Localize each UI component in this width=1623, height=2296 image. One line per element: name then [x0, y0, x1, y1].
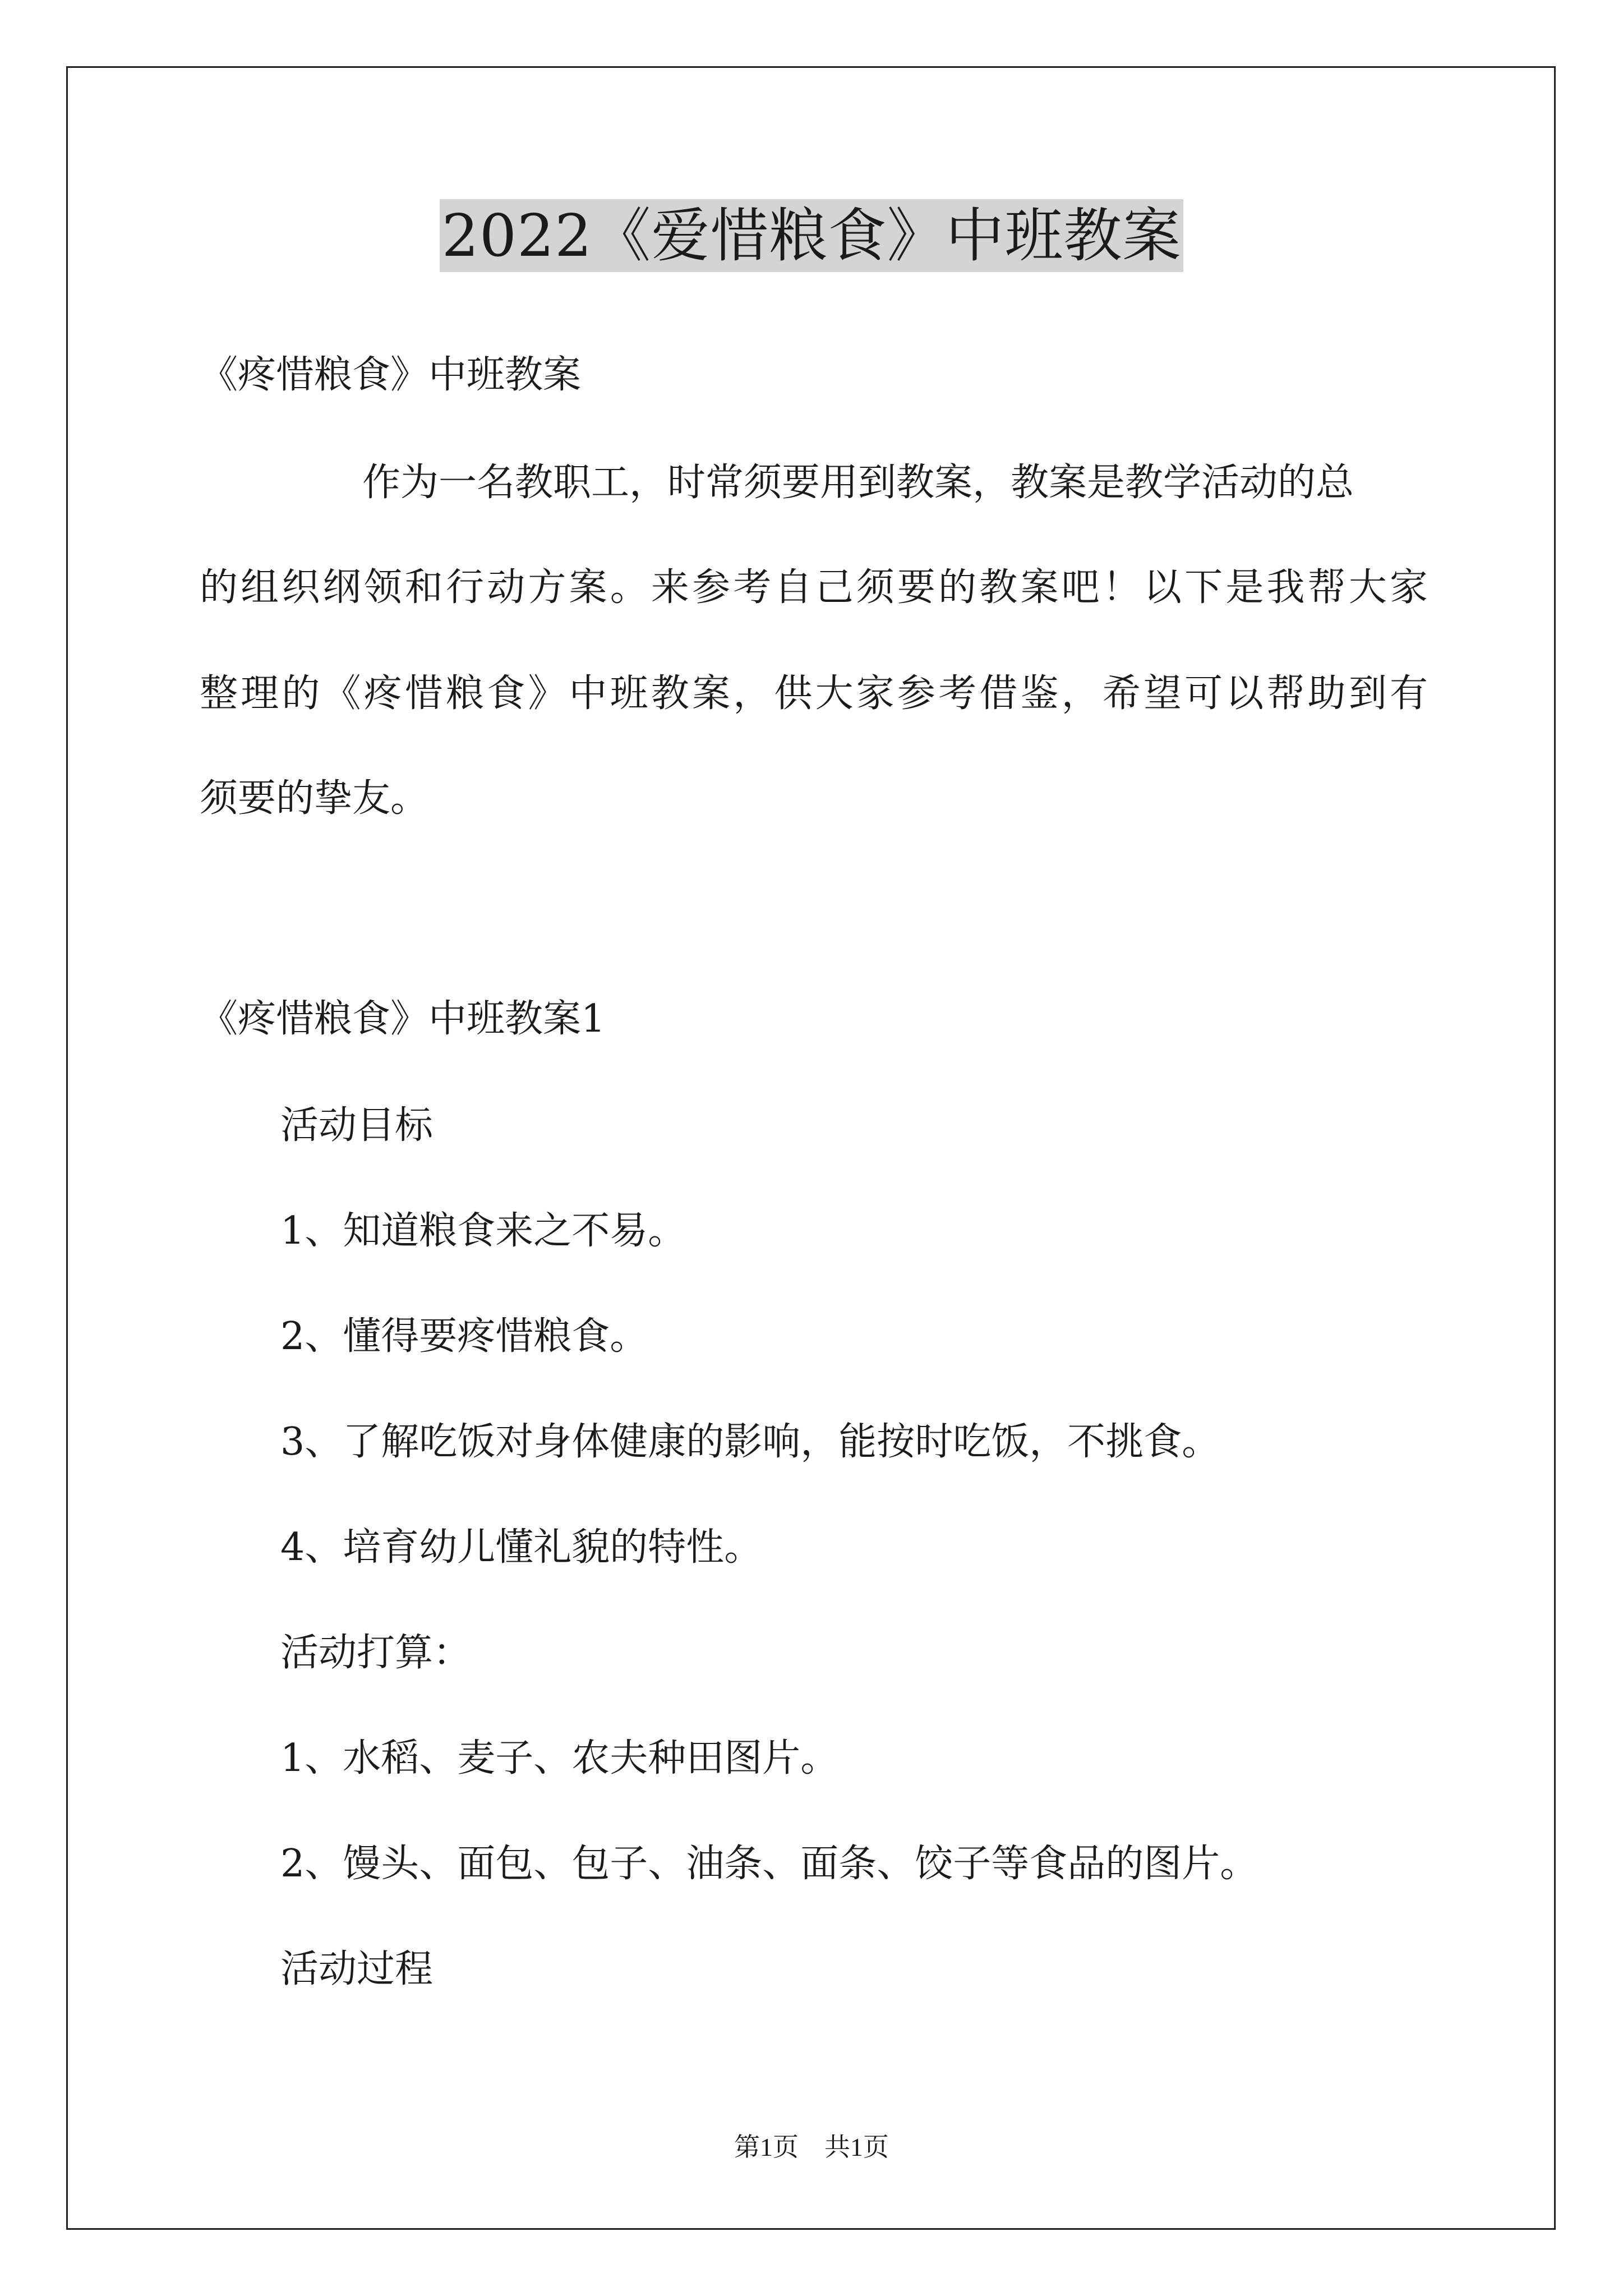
page-number-total: 共1页 — [824, 2133, 889, 2161]
intro-line-3: 整理的《疼惜粮食》中班教案，供大家参考借鉴，希望可以帮助到有 — [200, 671, 1428, 716]
goal-item-4: 4、培育幼儿懂礼貌的特性。 — [280, 1525, 763, 1570]
prep-heading: 活动打算： — [280, 1631, 472, 1675]
prep-item-1: 1、水稻、麦子、农夫种田图片。 — [280, 1736, 839, 1780]
intro-line-2: 的组织纲领和行动方案。来参考自己须要的教案吧！以下是我帮大家 — [200, 565, 1428, 610]
page-footer — [0, 2132, 1623, 2162]
page-number-current: 第1页 — [734, 2133, 799, 2161]
document-title: 2022《爱惜粮食》中班教案 — [440, 199, 1184, 272]
goals-heading: 活动目标 — [280, 1103, 434, 1148]
goal-item-3: 3、了解吃饭对身体健康的影响，能按时吃饭，不挑食。 — [280, 1420, 1220, 1464]
document-subtitle: 《疼惜粮食》中班教案 — [200, 353, 582, 397]
intro-line-4: 须要的挚友。 — [200, 776, 429, 821]
section-heading: 《疼惜粮食》中班教案1 — [200, 997, 606, 1041]
title-container — [0, 199, 1623, 272]
goal-item-1: 1、知道粮食来之不易。 — [280, 1209, 686, 1253]
intro-line-1: 作为一名教职工，时常须要用到教案，教案是教学活动的总 — [362, 461, 1354, 505]
process-heading: 活动过程 — [280, 1947, 434, 1991]
prep-item-2: 2、馒头、面包、包子、油条、面条、饺子等食品的图片。 — [280, 1842, 1258, 1886]
goal-item-2: 2、懂得要疼惜粮食。 — [280, 1314, 648, 1359]
